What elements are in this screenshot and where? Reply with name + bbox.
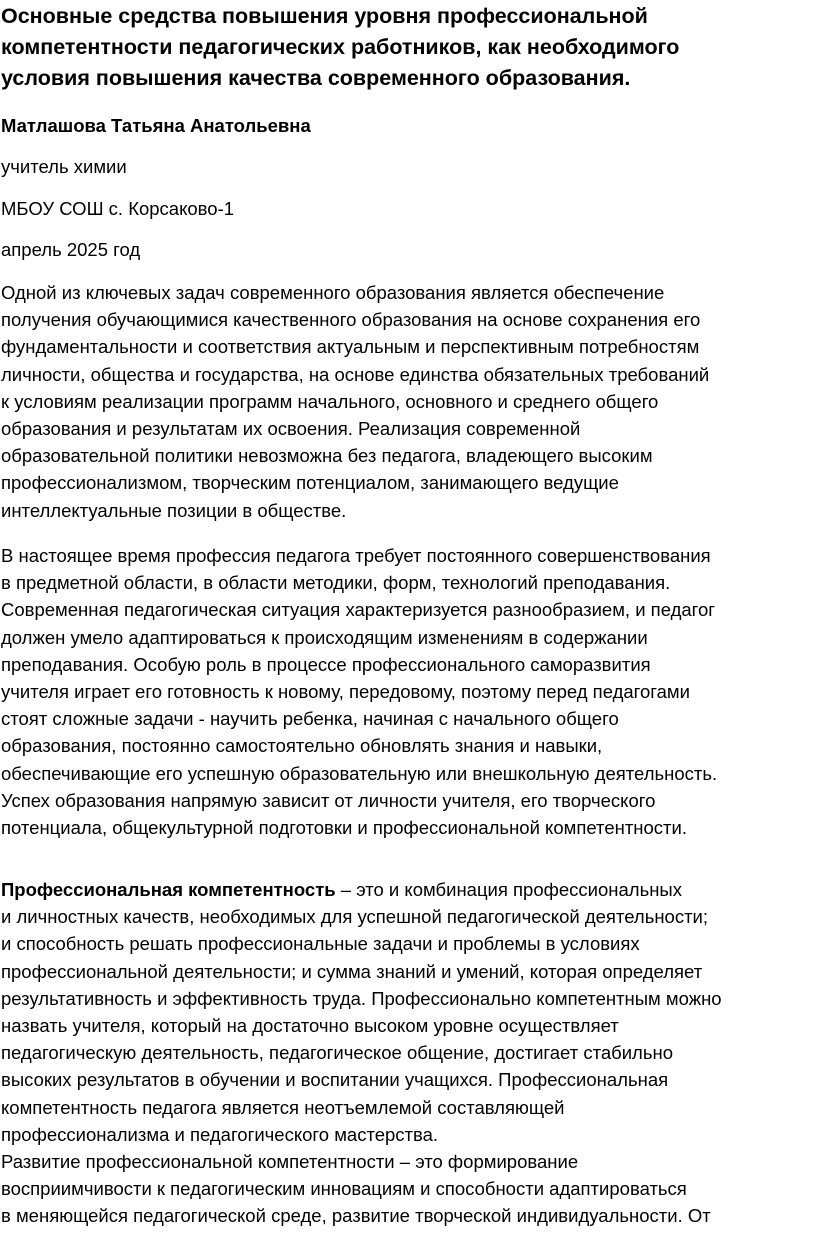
text-line: образовательной политики невозможна без педагога, владеющего высоким [1,445,653,467]
text-line: в предметной области, в области методики, форм, технологий преподавания. [1,572,671,594]
text-line: в меняющейся педагогической среде, развитие творческой индивидуальности. От [1,1205,711,1227]
text-line: преподавания. Особую роль в процессе профессионального саморазвития [1,653,651,675]
text-line: назвать учителя, который на достаточно высоком уровне осуществляет [1,1015,619,1037]
text-line: личности, общества и государства, на основе единства обязательных требований [1,363,710,385]
paragraph-3 [1,876,815,1230]
title-line: компетентности педагогических работников, как необходимого [1,35,680,59]
paragraph-1 [1,279,815,524]
text-line: образования и результатам их освоения. Реализация современной [1,418,581,440]
text-line: обеспечивающие его успешную образовательную или внешкольную деятельность. [1,762,718,784]
text-line: получения обучающимися качественного образования на основе сохранения его [1,309,701,331]
text-line: результативность и эффективность труда. Профессионально компетентным можно [1,987,722,1009]
text-line: фундаментальности и соответствия актуальным и перспективным потребностям [1,336,700,358]
text-run: – это и комбинация профессиональных [335,879,682,900]
author-position: учитель химии [1,156,127,177]
paragraph-2 [1,542,815,841]
term-professional-competence: Профессиональная компетентность [1,879,336,900]
text-line: образования, постоянно самостоятельно обновлять знания и навыки, [1,735,603,757]
text-line: профессионализмом, творческим потенциалом, занимающего ведущие [1,472,619,494]
text-line: высоких результатов в обучении и воспитании учащихся. Профессиональная [1,1069,669,1091]
text-line: потенциала, общекультурной подготовки и профессиональной компетентности. [1,817,687,839]
text-line: и способность решать профессиональные задачи и проблемы в условиях [1,933,640,955]
text-line: Одной из ключевых задач современного образования является обеспечение [1,282,665,303]
text-line: компетентность педагога является неотъемлемой составляющей [1,1096,565,1118]
text-line: Развитие профессиональной компетентности – это формирование [1,1151,579,1173]
title-line: Основные средства повышения уровня профессиональной [1,4,648,28]
text-line: и личностных качеств, необходимых для успешной педагогической деятельности; [1,906,709,928]
author-name: Матлашова Татьяна Анатольевна [1,115,311,136]
text-line [1,876,815,903]
text-line: должен умело адаптироваться к происходящим изменениям в содержании [1,626,648,648]
text-line: интеллектуальные позиции в обществе. [1,499,347,521]
title-line: условия повышения качества современного образования. [1,66,631,90]
text-line: Современная педагогическая ситуация характеризуется разнообразием, и педагог [1,599,716,621]
document-title [0,1,813,94]
document-date: апрель 2025 год [1,239,141,260]
text-line: профессиональной деятельности; и сумма знаний и умений, которая определяет [1,960,703,982]
text-line: В настоящее время профессия педагога требует постоянного совершенствования [1,545,711,566]
text-line: стоят сложные задачи - научить ребенка, начиная с начального общего [1,708,619,730]
author-school: МБОУ СОШ с. Корсаково-1 [1,198,235,219]
text-line: восприимчивости к педагогическим инновациям и способности адаптироваться [1,1178,687,1200]
text-line: педагогическую деятельность, педагогическое общение, достигает стабильно [1,1042,673,1064]
text-line: к условиям реализации программ начального, основного и среднего общего [1,390,659,412]
text-line: Успех образования напрямую зависит от личности учителя, его творческого [1,789,656,811]
text-line: профессионализма и педагогического мастерства. [1,1123,439,1145]
text-line: учителя играет его готовность к новому, передовому, поэтому перед педагогами [1,681,690,703]
